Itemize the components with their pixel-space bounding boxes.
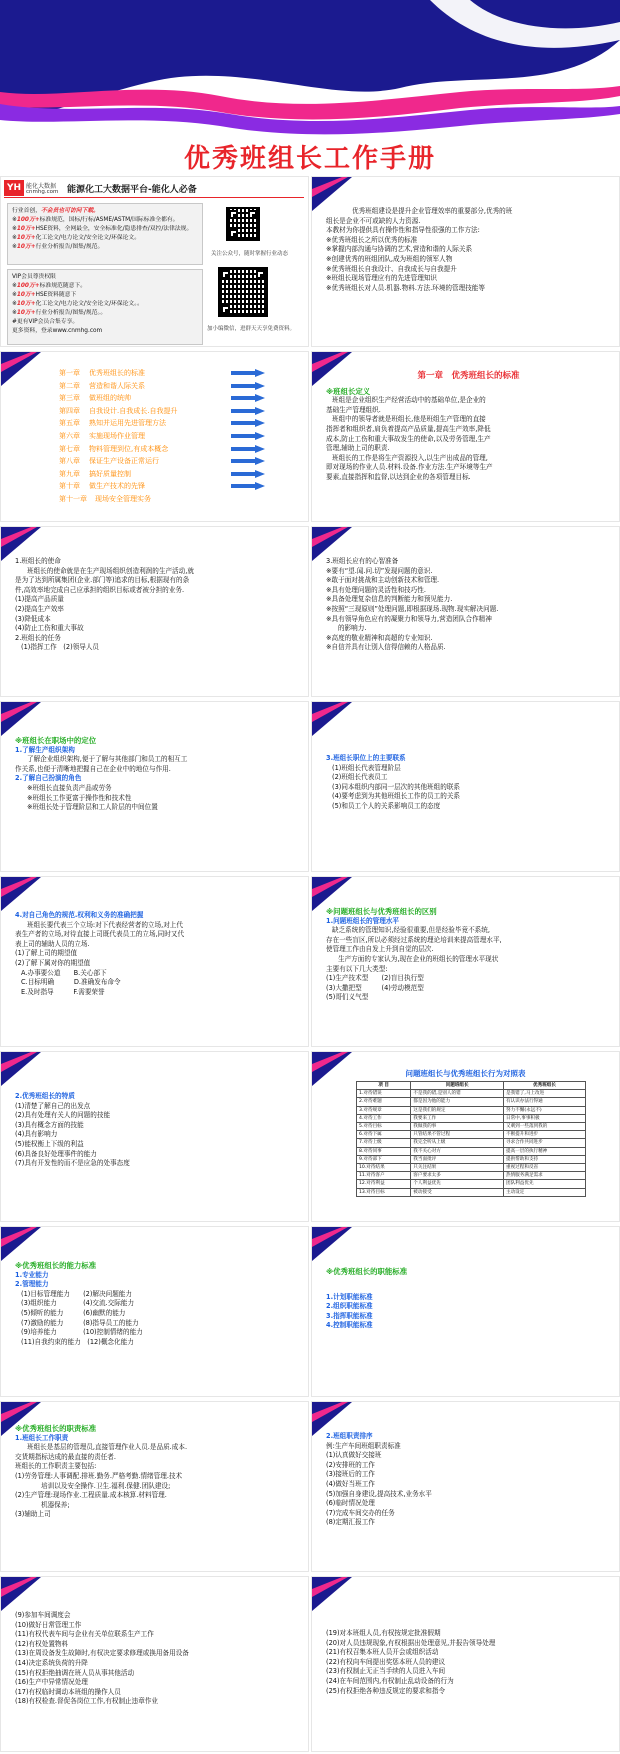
table-cell: 10.对待结果 — [357, 1164, 411, 1172]
text-line: (1)生产技术型 (2)盲目执行型 — [326, 974, 424, 983]
table-row — [357, 1172, 586, 1180]
table-cell: 只管结果不管过程 — [411, 1131, 504, 1139]
text-line: 缺乏系统的管理知识,经验很重要,但是经验毕竟不系统, — [332, 926, 490, 935]
slide-comparison-table — [311, 1051, 620, 1222]
section-heading: 2.管理能力 — [15, 1280, 49, 1289]
arrow-right-icon — [231, 394, 265, 402]
text-line: ※高度的敬业精神和高超的专业知识. — [326, 633, 433, 642]
text-line: (10)做好日常管理工作 — [15, 1620, 82, 1629]
header-divider — [4, 197, 304, 198]
table-cell: 这是我们的规定 — [411, 1106, 504, 1114]
text-line: (9)培养能力 (10)控制情绪的能力 — [21, 1328, 143, 1337]
section-heading: 2.班组职责排序 — [326, 1432, 373, 1440]
table-row — [357, 1180, 586, 1188]
corner-accent — [1, 1052, 61, 1092]
corner-accent — [312, 702, 372, 742]
text-line: 班组长的工作是将生产资源投入,以生产出成品的管理, — [332, 453, 488, 462]
table-cell: 又刺到一些落到我的 — [503, 1123, 585, 1131]
brand-logo — [4, 180, 61, 196]
toc-item[interactable]: 第十章 做生产技术的先锋 — [59, 481, 309, 492]
text-line: ※班组长直接负责产品或劳务 — [27, 783, 112, 792]
table-cell: 团队利益优先 — [503, 1180, 585, 1188]
qr1-caption: 关注公众号，随时掌握行业动态 — [211, 251, 289, 257]
arrow-right-icon — [231, 419, 265, 427]
slide-mission — [0, 526, 309, 697]
arrow-right-icon — [231, 382, 265, 390]
slide-duty — [0, 1401, 309, 1572]
text-line: (1)目标管理能力 (2)解决问题能力 — [21, 1289, 132, 1298]
text-line: (1)提高产品质量 — [15, 595, 64, 604]
text-line: 班组中的领导者就是班组长,他是班组生产管理的直接 — [332, 415, 486, 424]
text-line: ※班组长处于管理阶层和工人阶层的中间位置 — [27, 803, 158, 812]
table-cell: 11.对待客户 — [357, 1172, 411, 1180]
text-line: (5)和员工个人的关系影响员工的态度 — [332, 801, 441, 810]
corner-accent — [312, 1577, 372, 1617]
text-line: (3)大撒把型 (4)劳动模范型 — [326, 983, 424, 992]
text-line: 班组长的使命就是在生产现场组织创造利润的生产活动,就 — [27, 566, 194, 575]
table-row — [357, 1164, 586, 1172]
logo-name: 能化大数据 — [26, 183, 57, 190]
column-header: 问题班组长 — [411, 1082, 504, 1090]
text-line: (1)班组长代表管理阶层 — [332, 763, 401, 772]
text-line: 表生产者的立场,对待直接上司既代表员工的立场,同时又代 — [15, 930, 185, 939]
table-row — [357, 1131, 586, 1139]
text-line: ※具备处理复杂信息的判断能力和预见能力. — [326, 595, 453, 604]
text-line: (16)生产中异常情况处理 — [15, 1678, 88, 1687]
toc-item[interactable]: 第二章 营造和谐人际关系 — [59, 381, 309, 392]
table-row — [357, 1147, 586, 1155]
table-cell: 5.对待目标 — [357, 1123, 411, 1131]
section-title: ※班组长在职场中的定位 — [15, 736, 97, 745]
table-cell: 不断提升和进步 — [503, 1131, 585, 1139]
table-cell: 8.对待同事 — [357, 1147, 411, 1155]
text-line: (23)有权制止无正当手续的人员进入车间 — [326, 1667, 446, 1676]
section-heading: 1.专业能力 — [15, 1270, 49, 1279]
text-line: (2)具有处理有关人的问题的技能 — [15, 1111, 111, 1120]
table-cell: 重视过程和反省 — [503, 1164, 585, 1172]
table-cell: 我做我的事 — [411, 1123, 504, 1131]
table-row — [357, 1139, 586, 1147]
table-row — [357, 1123, 586, 1131]
text-line: (7)完成车间交办的任务 — [326, 1508, 395, 1517]
text-line: 交货期指标达成的最直接的责任者. — [15, 1452, 117, 1461]
section-heading: 2.班组长的任务 — [15, 633, 61, 642]
table-cell: 不是我的错,是别人的错 — [411, 1090, 504, 1098]
toc-item[interactable]: 第五章 熟知并运用先进管理方法 — [59, 418, 309, 429]
table-cell: 只关注结果 — [411, 1164, 504, 1172]
text-line: (6)具备良好处理事件的能力 — [15, 1149, 97, 1158]
text-line: 班组长是基层的管理员,直接管理作业人员.是品质.成本. — [27, 1443, 188, 1452]
table-cell: 我不关心对方 — [411, 1147, 504, 1155]
intro-line-1: 优秀班组建设是提升企业管理效率的重要部分,优秀的班 — [352, 207, 513, 215]
text-line: (3)组织能力 (4)交流.交际能力 — [21, 1299, 135, 1308]
text-line: ※要有“望.闻.问.切”发现问题的意识. — [326, 566, 433, 575]
arrow-right-icon — [231, 482, 265, 490]
text-line: (3)接班后的工作 — [326, 1470, 375, 1479]
intro-line-2: 组长是企业不可或缺的人力资源. — [326, 216, 421, 225]
table-cell: 我要来工作 — [411, 1114, 504, 1122]
slide-position — [0, 701, 309, 872]
intro-line-8: ※班组长现场管理应有的先进管理知识 — [326, 274, 438, 283]
text-line: ※按照“三现原则”处理问题,即根据现场.现物.现实解决问题. — [326, 604, 499, 613]
section-heading: 1.了解生产组织架构 — [15, 745, 75, 754]
chapter-1-subtitle: ※班组长定义 — [326, 386, 371, 396]
text-line: (1)清楚了解自己的出发点 — [15, 1101, 91, 1110]
logo-mark: YH — [4, 180, 24, 196]
text-line: 机器保养; — [41, 1500, 70, 1509]
section-title: ※优秀班组长的职能标准 — [326, 1267, 408, 1276]
toc-item[interactable]: 第一章 优秀班组长的标准 — [59, 368, 309, 379]
text-line: A.办事要公道 B.关心部下 — [21, 968, 107, 977]
text-line: (24)在车间范围内,有权制止乱动设备的行为 — [326, 1676, 454, 1685]
text-line: (3)降低成本 — [15, 614, 51, 623]
table-cell: 热情服务满足需求 — [503, 1172, 585, 1180]
slide-toc — [0, 351, 309, 522]
text-line: (3)具有概念方面的技能 — [15, 1120, 84, 1129]
column-header: 项 目 — [357, 1082, 411, 1090]
text-line: 成本,防止工伤和重大事故发生的使命,以及劳务管理,生产 — [326, 434, 491, 443]
text-line: (19)对本班组人员,有权按规定批准假期 — [326, 1629, 441, 1637]
text-line: (2)班组长代表员工 — [332, 773, 388, 782]
text-line: 班组是企业组织生产经营活动中的基础单位,是企业的 — [332, 396, 486, 405]
toc-list — [59, 368, 309, 520]
text-line: (22)有权向车间提出奖惩本班人员的建议 — [326, 1657, 446, 1666]
text-line: (4)做好当班工作 — [326, 1479, 375, 1488]
text-line: 的影响力. — [338, 624, 367, 633]
text-line: (4)防止工伤和重大事故 — [15, 624, 84, 633]
section-title: ※优秀班组长的能力标准 — [15, 1261, 97, 1270]
slide-duty-final — [311, 1576, 620, 1752]
table-row — [357, 1114, 586, 1122]
text-line: (4)要考虑到为其他班组长工作的员工的关系 — [332, 792, 461, 801]
text-line: (15)有权拒绝抽调在班人员从事其他活动 — [15, 1668, 135, 1677]
table-header-row — [357, 1082, 586, 1090]
table-cell: 客户要求太多 — [411, 1172, 504, 1180]
qr-code-editor-wechat — [218, 267, 268, 317]
text-line: (25)有权拒绝各种违反规定的要求和指令 — [326, 1686, 446, 1695]
table-cell: 2.对待难题 — [357, 1098, 411, 1106]
table-row — [357, 1106, 586, 1114]
table-title: 问题班组长与优秀班组长行为对照表 — [405, 1069, 526, 1078]
slide-role-standards — [311, 1226, 620, 1397]
text-line: (4)具有影响力 — [15, 1130, 58, 1139]
section-heading: 3.班组长应有的心智准备 — [326, 557, 399, 565]
table-row — [357, 1090, 586, 1098]
text-line: (2)生产管理:现场作业.工程质量.成本核算.材料管理. — [15, 1491, 167, 1500]
table-cell: 有认识办法行得通 — [503, 1098, 585, 1106]
text-line: (13)在周设备发生故障时,有权决定要求修理或换用备用设备 — [15, 1649, 189, 1658]
corner-accent — [312, 1227, 372, 1267]
info-box-free: 行业首创，不会员也可访问下载。 ※100万+标准规范，国标/行标/ASME/ASTM/国际标准全都有。 ※10万+HSE资料，全网最全，安全标准化/隐患排查/双控/法律法规。 ※10万+化工论文/电力论文/安全论文/环保论文。 ※10万+行业分析报告/图集/规范。 — [7, 203, 203, 265]
text-line: (1)劳务管理:人事调配.排班.勤务.严格考勤.情绪管理.技术 — [15, 1471, 183, 1480]
qr2-caption: 加小编微信，进群天天享免费资料。 — [207, 326, 296, 332]
text-line: (9)参加车间调度会 — [15, 1611, 71, 1619]
text-line: ※敢于面对挑战和主动创新技术和管理. — [326, 576, 440, 585]
text-line: ※具有领导角色应有的凝聚力和领导力,营造团队合作精神 — [326, 614, 492, 623]
section-heading: 1.班组长工作职责 — [15, 1433, 69, 1442]
text-line: (20)对人员违规现象,有权根据出处理意见,并报告领导处理 — [326, 1638, 496, 1647]
table-cell: 3.对待规章 — [357, 1106, 411, 1114]
toc-item[interactable]: 第七章 物料管理到位,有成本概念 — [59, 444, 309, 455]
text-line: 即对现场的作业人员.材料.设备.作业方法.生产环境等生产 — [326, 463, 493, 472]
section-heading: 3.班组长职位上的主要联系 — [326, 754, 406, 762]
table-cell: 提高一层的执行精神 — [503, 1147, 585, 1155]
slide-platform-info — [0, 176, 309, 347]
text-line: 管理,辅助上司的职责. — [326, 444, 390, 453]
text-line: 主要有以下几大类型: — [326, 964, 388, 973]
text-line: 存在一些盲区,所以必须经过系统的理论培训来提高管理水平, — [326, 935, 502, 944]
logo-url: cnmhg.com — [26, 189, 59, 195]
list-item: 4.控制职能标准 — [326, 1321, 373, 1330]
table-cell: 我完全听从上级 — [411, 1139, 504, 1147]
text-line: (8)定期汇报工作 — [326, 1518, 375, 1527]
section-heading: 4.对自己角色的规范.权利和义务的准确把握 — [15, 911, 144, 919]
table-cell: 9.对待部下 — [357, 1155, 411, 1163]
text-line: (21)有权召集本班人员开会或组织活动 — [326, 1648, 439, 1657]
section-title: ※问题班组长与优秀班组长的区别 — [326, 907, 437, 916]
toc-item[interactable]: 第九章 搞好质量控制 — [59, 469, 309, 480]
section-title: ※优秀班组长的职责标准 — [15, 1424, 97, 1433]
arrow-right-icon — [231, 407, 265, 415]
text-line: 指挥者和组织者,肩负着提高产品质量,提高生产效率,降低 — [326, 424, 491, 433]
text-line: (3)辅助上司 — [15, 1510, 51, 1519]
text-line: 了解企业组织架构,便于了解与其他部门和员工的相互工 — [27, 755, 188, 764]
table-cell: 寻求合作共同进步 — [503, 1139, 585, 1147]
slide-intro — [311, 176, 620, 347]
table-cell: 努力不懈(永远不) — [503, 1106, 585, 1114]
toc-item[interactable]: 第六章 实施现场作业管理 — [59, 431, 309, 442]
text-line: 是为了达到所属集团(企业.部门等)追求的目标,根据现有的条 — [15, 576, 190, 585]
table-cell: 提供帮助和支持 — [503, 1155, 585, 1163]
text-line: ※班组长工作更富于操作性和技术性 — [27, 793, 132, 802]
arrow-right-icon — [231, 445, 265, 453]
intro-line-6: ※创建优秀的班组团队,成为班组的领军人物 — [326, 254, 453, 263]
slide-duty-ranking — [311, 1401, 620, 1572]
text-line: ※具有处理问题的灵活性和技巧性. — [326, 585, 426, 594]
intro-line-3: 本教材为你提供具有操作性和指导性很强的工作方法: — [326, 226, 480, 235]
table-cell: 被动接受 — [411, 1188, 504, 1196]
arrow-right-icon — [231, 369, 265, 377]
text-line: (3)同本组织内部同一层次的其他班组的联系 — [332, 782, 461, 791]
column-header: 优秀班组长 — [503, 1082, 585, 1090]
slide-duty-more — [0, 1576, 309, 1752]
section-heading: 1.问题班组长的管理水平 — [326, 916, 400, 925]
text-line: 使管理工作由自发上升到自觉的层次. — [326, 945, 434, 954]
table-cell: 4.对待工作 — [357, 1114, 411, 1122]
text-line: (5)加强自身建设,提高技术,业务水平 — [326, 1489, 432, 1498]
text-line: (2)安排班的工作 — [326, 1460, 375, 1469]
text-line: 件,高效率地完成自己应承担的组织目标或者被分担的业务. — [15, 585, 185, 594]
table-cell: 12.对待利益 — [357, 1180, 411, 1188]
comparison-table — [356, 1081, 586, 1197]
toc-item[interactable]: 第十一章 现场安全管理实务 — [59, 495, 151, 503]
intro-line-7: ※优秀班组长自我设计、自我成长与自我提升 — [326, 264, 457, 273]
arrow-right-icon — [231, 457, 265, 465]
text-line: (11)自我约束的能力 (12)概念化能力 — [21, 1337, 134, 1346]
text-line: (1)认真做好交接班 — [326, 1451, 382, 1460]
toc-item[interactable]: 第八章 保证生产设备正常运行 — [59, 456, 309, 467]
text-line: C.目标明确 D.准确发布命令 — [21, 978, 121, 987]
toc-item[interactable]: 第四章 自我设计.自我成长.自我提升 — [59, 406, 309, 417]
table-cell: 是我错了,马上改进 — [503, 1090, 585, 1098]
corner-accent — [1, 352, 61, 392]
text-line: 表上司的辅助人员的立场. — [15, 939, 90, 948]
text-line: (6)临时情况处理 — [326, 1499, 375, 1508]
text-line: 基础生产管理组织. — [326, 405, 381, 414]
arrow-right-icon — [231, 432, 265, 440]
list-item: 3.指挥职能标准 — [326, 1311, 373, 1320]
slide-expectation — [0, 876, 309, 1047]
text-line: (5)哥们义气型 — [326, 993, 369, 1002]
text-line: (17)有权临时调动本班组的操作人员 — [15, 1687, 121, 1696]
text-line: (11)有权代表车间与企业有关单位联系生产工作 — [15, 1630, 154, 1639]
text-line: (2)了解下属对你的期望值 — [15, 958, 91, 967]
section-heading: 2.了解自己扮演的角色 — [15, 774, 82, 783]
text-line: (7)具有开发性的而不是应急的处事态度 — [15, 1159, 130, 1168]
text-line: ※自信并具有让别人信得信赖的人格品质. — [326, 643, 446, 652]
text-line: 要素,直接指挥和监督,以达到企业的各项管理目标. — [326, 472, 471, 481]
text-line: (5)倾听的能力 (6)幽默的能力 — [21, 1308, 126, 1317]
slide-relations — [311, 701, 620, 872]
cover-title: 优秀班组长工作手册 — [183, 144, 436, 174]
text-line: (1)指挥工作 (2)领导人员 — [21, 643, 100, 652]
text-line: 生产方面的专家认为,现在企业的班组长的管理水平现状 — [338, 954, 499, 963]
toc-item[interactable]: 第三章 做班组的统帅 — [59, 393, 309, 404]
table-row — [357, 1155, 586, 1163]
text-line: (1)了解上司的期望值 — [15, 949, 78, 958]
text-line: (18)有权检查.督促各岗位工作,有权制止违章作业 — [15, 1697, 159, 1706]
qr-code-wechat-account — [226, 207, 260, 241]
cover-banner — [0, 0, 620, 175]
section-heading: 2.优秀班组长的特质 — [15, 1092, 75, 1100]
table-row — [357, 1098, 586, 1106]
table-row — [357, 1188, 586, 1196]
platform-title: 能源化工大数据平台-能化人必备 — [67, 185, 197, 195]
text-line: 作关系,也便于清晰地把握自己在企业中的地位与作用. — [15, 764, 171, 773]
table-cell: 7.对待上级 — [357, 1139, 411, 1147]
text-line: 培训以及安全操作.卫生.福利.保健.团队建设; — [41, 1481, 171, 1490]
text-line: 班组长要代表三个立场:对下代表经营者的立场,对上代 — [27, 920, 183, 929]
slide-mindset — [311, 526, 620, 697]
intro-line-4: ※优秀班组长之所以优秀的标准 — [326, 235, 418, 244]
table-cell: 都是因为他的能力 — [411, 1098, 504, 1106]
intro-line-9: ※优秀班组长对人员.机器.物料.方法.环境的管理技能等 — [326, 283, 485, 292]
text-line: E.及时指导 F.需要荣誉 — [21, 987, 105, 996]
table-cell: 个人利益优先 — [411, 1180, 504, 1188]
table-cell: 13.对待目标 — [357, 1188, 411, 1196]
slide-ability — [0, 1226, 309, 1397]
text-line: (5)能权衡上下级的利益 — [15, 1139, 84, 1148]
section-heading: 1.班组长的使命 — [15, 557, 61, 565]
text-line: (12)有权处置物料 — [15, 1639, 69, 1648]
slide-traits — [0, 1051, 309, 1222]
text-line: 例:生产车间班组职责标准 — [326, 1441, 401, 1450]
text-line: (2)提高生产效率 — [15, 604, 64, 613]
table-cell: 我当面批评 — [411, 1155, 504, 1163]
info-box-vip: VIP会员尊贵权限 ※100万+标准规范随意下。 ※10万+HSE资料随意下 ※10万+化工论文/电力论文/安全论文/环保论文。。 ※10万+行业分析报告/图集/规范。。 #更有VIP会员合集专享。 更多资料，登录www.cnmhg.com — [7, 269, 203, 345]
arrow-right-icon — [231, 470, 265, 478]
table-cell: 1.对待错误 — [357, 1090, 411, 1098]
chapter-1-title: 第一章 优秀班组长的标准 — [417, 371, 520, 381]
table-cell: 主动设定 — [503, 1188, 585, 1196]
table-cell: 日常中,事事积极 — [503, 1114, 585, 1122]
intro-line-5: ※掌握内部沟通与协调的艺术,营造和谐的人际关系 — [326, 245, 473, 254]
slide-difference — [311, 876, 620, 1047]
text-line: 班组长的工作职责主要包括: — [15, 1462, 97, 1471]
table-cell: 6.对待下属 — [357, 1131, 411, 1139]
slide-chapter-1 — [311, 351, 620, 522]
list-item: 2.组织职能标准 — [326, 1302, 373, 1311]
text-line: (7)激励的能力 (8)指导员工的能力 — [21, 1318, 139, 1327]
list-item: 1.计划职能标准 — [326, 1292, 373, 1301]
text-line: (14)决定系统负荷的升降 — [15, 1658, 88, 1667]
